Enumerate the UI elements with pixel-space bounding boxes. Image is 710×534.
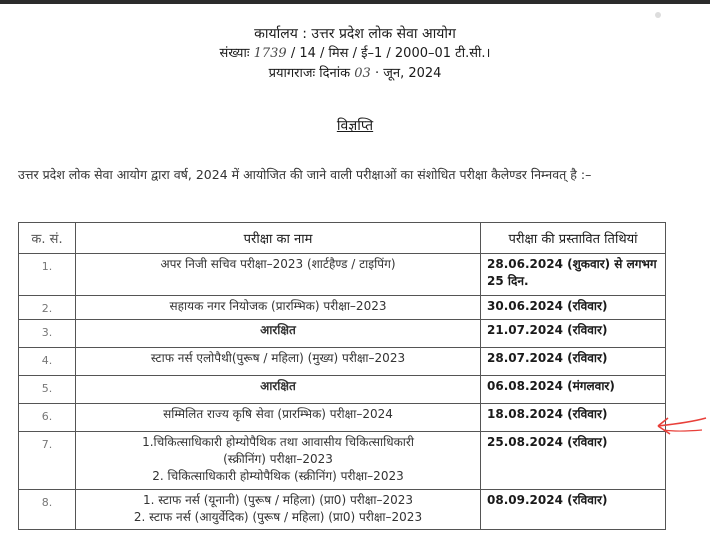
scan-speck <box>655 12 661 18</box>
handwritten-date: 03 <box>354 66 371 81</box>
col-header-dates: परीक्षा की प्रस्तावित तिथियां <box>481 223 666 254</box>
table-row: 4. स्टाफ नर्स एलोपैथी(पुरूष / महिला) (मुख्य) परीक्षा–2023 28.07.2024 (रविवार) <box>19 348 666 376</box>
col-header-sn: क. सं. <box>19 223 76 254</box>
handwritten-ref: 1739 <box>253 46 287 61</box>
table-row: 6. सम्मिलित राज्य कृषि सेवा (प्रारम्भिक) परीक्षा–2024 18.08.2024 (रविवार) <box>19 404 666 432</box>
table-row: 8. 1. स्टाफ नर्स (यूनानी) (पुरूष / महिला) (प्रा0) परीक्षा–2023 2. स्टाफ नर्स (आयुर्वेदिक) (पुरूष / महिला) (प्रा0) परीक्षा–2023 08.09.2024 (रविवार) <box>19 490 666 530</box>
intro-paragraph: उत्तर प्रदेश लोक सेवा आयोग द्वारा वर्ष, 2024 में आयोजित की जाने वाली परीक्षाओं का संशोधित परीक्षा कैलेण्डर निम्नवत् है :– <box>18 167 592 182</box>
table-row: 5. आरक्षित 06.08.2024 (मंगलवार) <box>19 376 666 404</box>
exam-calendar-table <box>18 222 666 530</box>
red-arrow-annotation-icon <box>652 414 708 438</box>
notice-title: विज्ञप्ति <box>336 118 374 134</box>
table-row: 3. आरक्षित 21.07.2024 (रविवार) <box>19 320 666 348</box>
table-row: 2. सहायक नगर नियोजक (प्रारम्भिक) परीक्षा–2023 30.06.2024 (रविवार) <box>19 296 666 320</box>
document-header <box>0 24 710 84</box>
top-dark-bar <box>0 0 710 4</box>
table-row: 7. 1.चिकित्साधिकारी होम्योपैथिक तथा आवासीय चिकित्साधिकारी (स्क्रीनिंग) परीक्षा–2023 2. चिकित्साधिकारी होम्योपैथिक (स्क्रीनिंग) परीक्षा–2023 25.08.2024 (रविवार) <box>19 432 666 490</box>
office-title: कार्यालय : उत्तर प्रदेश लोक सेवा आयोग <box>254 26 456 42</box>
place-date: प्रयागराजः दिनांक 03 · जून, 2024 <box>268 66 442 81</box>
col-header-exam: परीक्षा का नाम <box>76 223 481 254</box>
reference-number: संख्याः 1739 / 14 / मिस / ई–1 / 2000–01 टी.सी.। <box>219 46 491 61</box>
table-row: 1. अपर निजी सचिव परीक्षा–2023 (शार्टहैण्ड / टाइपिंग) 28.06.2024 (शुकवार) से लगभग 25 दिन. <box>19 254 666 296</box>
table-header-row <box>19 223 666 254</box>
